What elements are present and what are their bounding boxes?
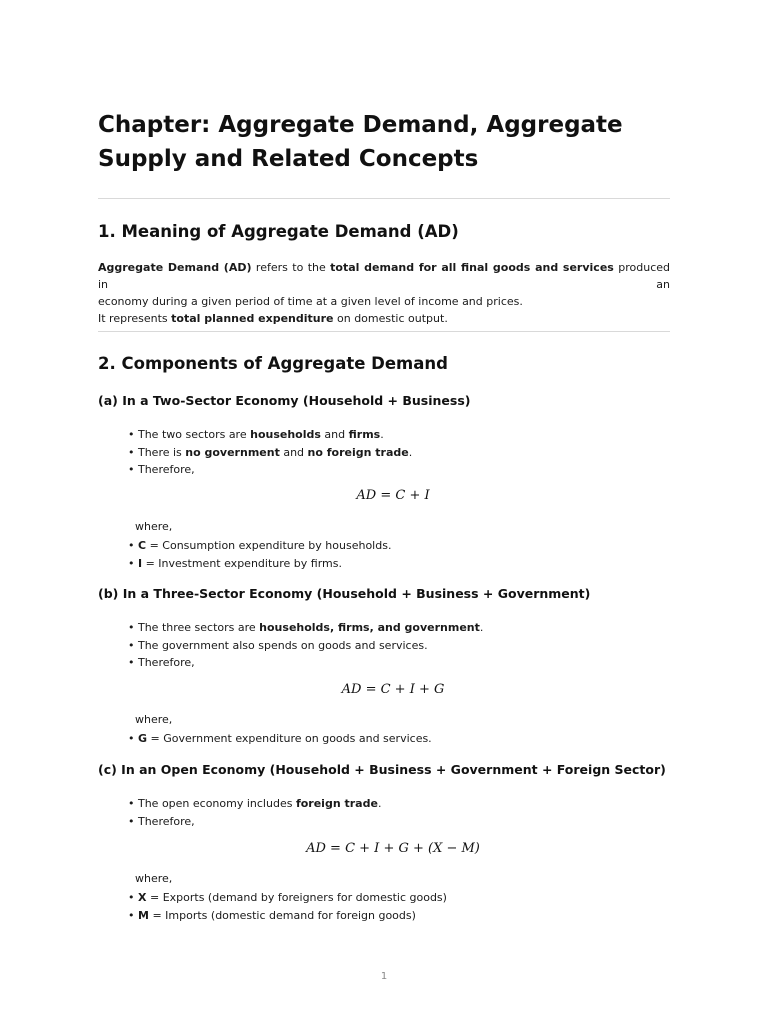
bullet-list-three-sector bbox=[128, 619, 483, 672]
list-item: • Therefore, bbox=[128, 814, 195, 828]
text: • The two sectors are bbox=[128, 428, 251, 441]
text: . bbox=[377, 797, 382, 810]
bold-text: foreign trade bbox=[295, 797, 378, 810]
text: It represents bbox=[98, 312, 172, 325]
list-item: • The government also spends on goods and services. bbox=[128, 638, 428, 652]
list-item bbox=[128, 537, 391, 555]
list-item bbox=[128, 555, 391, 573]
section-heading-meaning: 1. Meaning of Aggregate Demand (AD) bbox=[98, 222, 459, 241]
section-heading-components: 2. Components of Aggregate Demand bbox=[98, 354, 448, 373]
term-aggregate-demand: Aggregate Demand (AD) bbox=[98, 261, 252, 274]
bold-text: firms bbox=[348, 428, 381, 441]
variable-symbol: G bbox=[138, 732, 148, 745]
subheading-two-sector: (a) In a Two-Sector Economy (Household + Business) bbox=[98, 393, 471, 408]
definition-list-two-sector bbox=[128, 537, 391, 572]
list-item bbox=[128, 730, 432, 748]
text: • The open economy includes bbox=[128, 797, 296, 810]
list-item bbox=[128, 426, 412, 444]
definition-paragraph bbox=[98, 259, 670, 327]
bullet: • bbox=[128, 539, 138, 552]
subheading-open-economy: (c) In an Open Economy (Household + Business + Government + Foreign Sector) bbox=[98, 762, 666, 777]
text: produced in an bbox=[98, 261, 670, 291]
definition-list-three-sector bbox=[128, 730, 432, 748]
formula-two-sector: AD = C + I bbox=[356, 488, 430, 503]
variable-symbol: C bbox=[138, 539, 147, 552]
bold-text: households, firms, and government bbox=[259, 621, 480, 634]
variable-symbol: X bbox=[138, 891, 147, 904]
text: on domestic output. bbox=[333, 312, 448, 325]
chapter-title: Chapter: Aggregate Demand, Aggregate Supply and Related Concepts bbox=[98, 112, 623, 172]
formula-open-economy: AD = C + I + G + (X − M) bbox=[306, 841, 480, 856]
variable-symbol: I bbox=[138, 556, 143, 570]
bullet: • bbox=[128, 556, 138, 570]
bullet-list-two-sector bbox=[128, 426, 412, 479]
text: • There is bbox=[128, 445, 186, 459]
divider bbox=[98, 331, 670, 332]
bold-text: no government bbox=[185, 445, 280, 459]
list-item bbox=[128, 619, 483, 637]
text: = Investment expenditure by firms. bbox=[142, 556, 342, 570]
text: and bbox=[279, 445, 308, 459]
definition-line-1 bbox=[98, 259, 670, 293]
list-item bbox=[128, 907, 447, 925]
list-item bbox=[128, 444, 412, 462]
text: . bbox=[479, 621, 484, 634]
bullet-list-open-economy bbox=[128, 795, 381, 830]
definition-list-open-economy bbox=[128, 889, 447, 924]
bold-text: no foreign trade bbox=[307, 445, 409, 459]
text: = Government expenditure on goods and services. bbox=[147, 732, 432, 745]
text: . bbox=[408, 445, 413, 459]
text: = Consumption expenditure by households. bbox=[146, 539, 392, 552]
where-label: where, bbox=[135, 872, 173, 885]
text: . bbox=[380, 428, 384, 441]
list-item bbox=[128, 795, 381, 813]
list-item: • Therefore, bbox=[128, 463, 195, 476]
text: = Imports (domestic demand for foreign goods) bbox=[148, 908, 416, 922]
text: = Exports (demand by foreigners for domestic goods) bbox=[146, 891, 447, 904]
definition-line-2: economy during a given period of time at a given level of income and prices. bbox=[98, 295, 523, 308]
where-label: where, bbox=[135, 713, 173, 726]
variable-symbol: M bbox=[138, 908, 149, 922]
bullet: • bbox=[128, 908, 138, 922]
bullet: • bbox=[128, 732, 138, 745]
definition-line-3 bbox=[98, 310, 670, 327]
formula-three-sector: AD = C + I + G bbox=[341, 682, 445, 697]
bold-text: households bbox=[250, 428, 321, 441]
list-item bbox=[128, 889, 447, 907]
subheading-three-sector: (b) In a Three-Sector Economy (Household + Business + Government) bbox=[98, 586, 591, 601]
divider bbox=[98, 198, 670, 199]
term-total-planned-expenditure: total planned expenditure bbox=[171, 312, 334, 325]
page-number: 1 bbox=[380, 971, 388, 982]
text: refers to the bbox=[251, 261, 331, 274]
text: • The three sectors are bbox=[128, 621, 260, 634]
term-total-demand: total demand for all final goods and services bbox=[330, 261, 614, 274]
where-label: where, bbox=[135, 520, 173, 533]
list-item: • Therefore, bbox=[128, 656, 195, 669]
text: and bbox=[320, 428, 349, 441]
bullet: • bbox=[128, 891, 138, 904]
